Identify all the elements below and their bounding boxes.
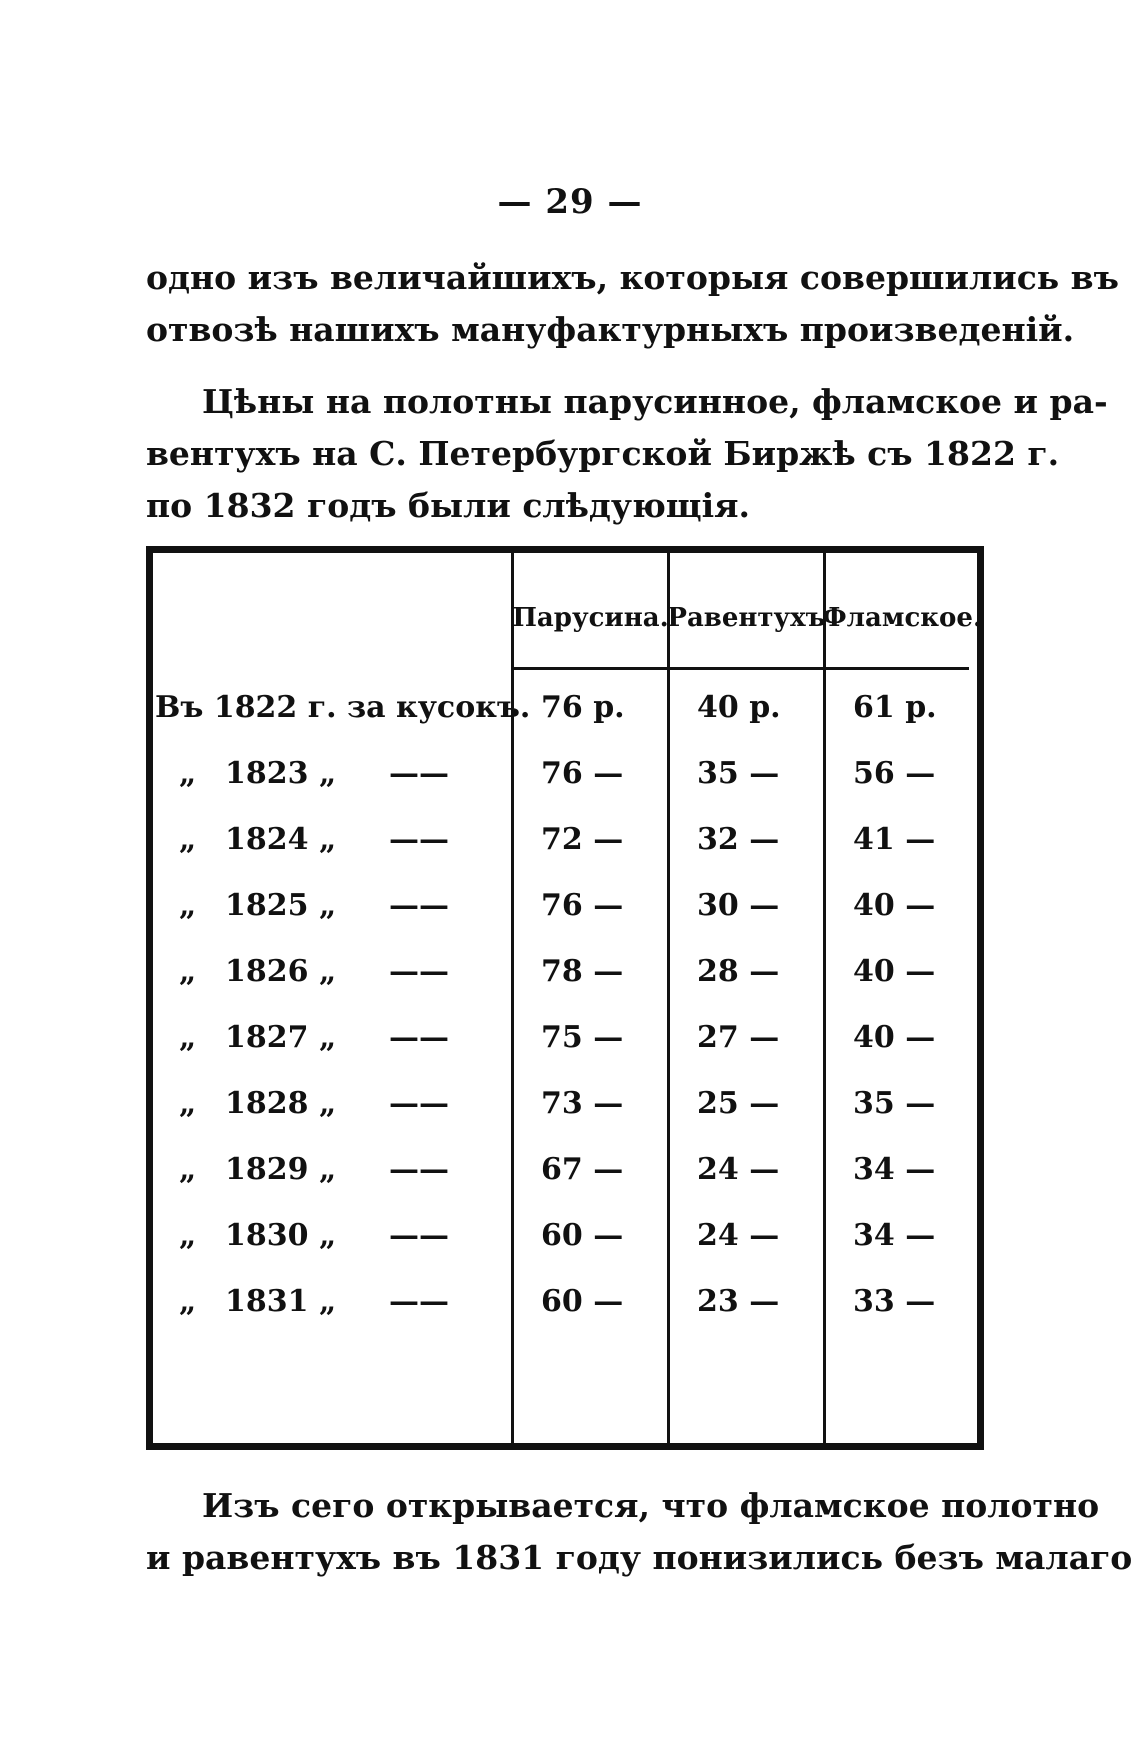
cell-flamskoe: 40 — bbox=[853, 888, 936, 923]
ditto-mark: „ bbox=[179, 756, 197, 791]
cell-flamskoe: 40 — bbox=[853, 954, 936, 989]
table-row bbox=[153, 1140, 977, 1200]
header-flamskoe: Фламское. bbox=[822, 603, 982, 633]
paragraph-intro bbox=[146, 252, 1119, 356]
row-year: 1827 bbox=[225, 1020, 309, 1055]
price-table bbox=[146, 546, 984, 1450]
cell-raventukh: 35 — bbox=[697, 756, 780, 791]
paragraph-prices-intro bbox=[146, 376, 1108, 532]
cell-raventukh: 40 р. bbox=[697, 690, 781, 725]
row-year: 1823 bbox=[225, 756, 309, 791]
cell-flamskoe: 56 — bbox=[853, 756, 936, 791]
ditto-mark: „ bbox=[179, 954, 197, 989]
row-year: 1830 bbox=[225, 1218, 309, 1253]
cell-parusina: 72 — bbox=[541, 822, 624, 857]
cell-flamskoe: 34 — bbox=[853, 1152, 936, 1187]
row-year: 1826 bbox=[225, 954, 309, 989]
table-row bbox=[153, 942, 977, 1002]
cell-parusina: 67 — bbox=[541, 1152, 624, 1187]
cell-raventukh: 25 — bbox=[697, 1086, 780, 1121]
ditto-dash: —— bbox=[389, 1020, 449, 1055]
ditto-mark: „ bbox=[319, 954, 337, 989]
ditto-dash: —— bbox=[389, 1218, 449, 1253]
cell-parusina: 60 — bbox=[541, 1218, 624, 1253]
cell-raventukh: 32 — bbox=[697, 822, 780, 857]
cell-flamskoe: 35 — bbox=[853, 1086, 936, 1121]
row-year: 1824 bbox=[225, 822, 309, 857]
ditto-mark: „ bbox=[319, 888, 337, 923]
row-year: 1831 bbox=[225, 1284, 309, 1319]
ditto-mark: „ bbox=[319, 1152, 337, 1187]
page-number: — 29 — bbox=[497, 182, 643, 222]
text-line: одно изъ величайшихъ, которыя совершились въ bbox=[146, 258, 1119, 297]
table-row bbox=[153, 1206, 977, 1266]
ditto-mark: „ bbox=[179, 888, 197, 923]
table-row bbox=[153, 1008, 977, 1068]
cell-raventukh: 30 — bbox=[697, 888, 780, 923]
cell-parusina: 60 — bbox=[541, 1284, 624, 1319]
table-row bbox=[153, 744, 977, 804]
table-row-1822 bbox=[153, 678, 977, 738]
header-divider bbox=[511, 667, 969, 670]
text-line: Изъ сего открывается, что фламское полотно bbox=[202, 1486, 1100, 1525]
text-line: Цѣны на полотны парусинное, фламское и ра- bbox=[202, 382, 1108, 421]
table-row bbox=[153, 1074, 977, 1134]
ditto-dash: —— bbox=[389, 822, 449, 857]
text-line: отвозѣ нашихъ мануфактурныхъ произведеній. bbox=[146, 310, 1075, 349]
ditto-mark: „ bbox=[179, 1284, 197, 1319]
cell-flamskoe: 41 — bbox=[853, 822, 936, 857]
ditto-mark: „ bbox=[319, 1284, 337, 1319]
ditto-mark: „ bbox=[179, 1020, 197, 1055]
header-raventukh: Равентухъ bbox=[667, 603, 826, 633]
ditto-dash: —— bbox=[389, 954, 449, 989]
cell-raventukh: 27 — bbox=[697, 1020, 780, 1055]
cell-parusina: 76 — bbox=[541, 888, 624, 923]
ditto-mark: „ bbox=[179, 1086, 197, 1121]
text-line: и равентухъ въ 1831 году понизились безъ малаго bbox=[146, 1538, 1133, 1577]
row-year: 1828 bbox=[225, 1086, 309, 1121]
ditto-dash: —— bbox=[389, 756, 449, 791]
text-line: вентухъ на С. Петербургской Биржѣ съ 1822 г. bbox=[146, 434, 1060, 473]
cell-raventukh: 24 — bbox=[697, 1218, 780, 1253]
row-year: 1825 bbox=[225, 888, 309, 923]
row-label: Въ 1822 г. за кусокъ. bbox=[155, 690, 531, 725]
cell-flamskoe: 61 р. bbox=[853, 690, 937, 725]
header-parusina: Парусина. bbox=[512, 603, 669, 633]
cell-parusina: 73 — bbox=[541, 1086, 624, 1121]
ditto-mark: „ bbox=[319, 1086, 337, 1121]
ditto-mark: „ bbox=[319, 756, 337, 791]
cell-raventukh: 23 — bbox=[697, 1284, 780, 1319]
ditto-dash: —— bbox=[389, 1086, 449, 1121]
cell-flamskoe: 40 — bbox=[853, 1020, 936, 1055]
cell-parusina: 76 — bbox=[541, 756, 624, 791]
text-line: по 1832 годъ были слѣдующія. bbox=[146, 486, 750, 525]
table-row bbox=[153, 810, 977, 870]
ditto-mark: „ bbox=[179, 822, 197, 857]
ditto-mark: „ bbox=[319, 1218, 337, 1253]
ditto-dash: —— bbox=[389, 1284, 449, 1319]
row-year: 1829 bbox=[225, 1152, 309, 1187]
ditto-mark: „ bbox=[179, 1218, 197, 1253]
cell-parusina: 78 — bbox=[541, 954, 624, 989]
ditto-mark: „ bbox=[179, 1152, 197, 1187]
paragraph-conclusion bbox=[146, 1480, 1133, 1584]
ditto-dash: —— bbox=[389, 1152, 449, 1187]
cell-parusina: 76 р. bbox=[541, 690, 625, 725]
table-row bbox=[153, 876, 977, 936]
cell-flamskoe: 34 — bbox=[853, 1218, 936, 1253]
cell-raventukh: 28 — bbox=[697, 954, 780, 989]
ditto-dash: —— bbox=[389, 888, 449, 923]
table-row bbox=[153, 1272, 977, 1332]
ditto-mark: „ bbox=[319, 1020, 337, 1055]
cell-raventukh: 24 — bbox=[697, 1152, 780, 1187]
ditto-mark: „ bbox=[319, 822, 337, 857]
cell-flamskoe: 33 — bbox=[853, 1284, 936, 1319]
cell-parusina: 75 — bbox=[541, 1020, 624, 1055]
